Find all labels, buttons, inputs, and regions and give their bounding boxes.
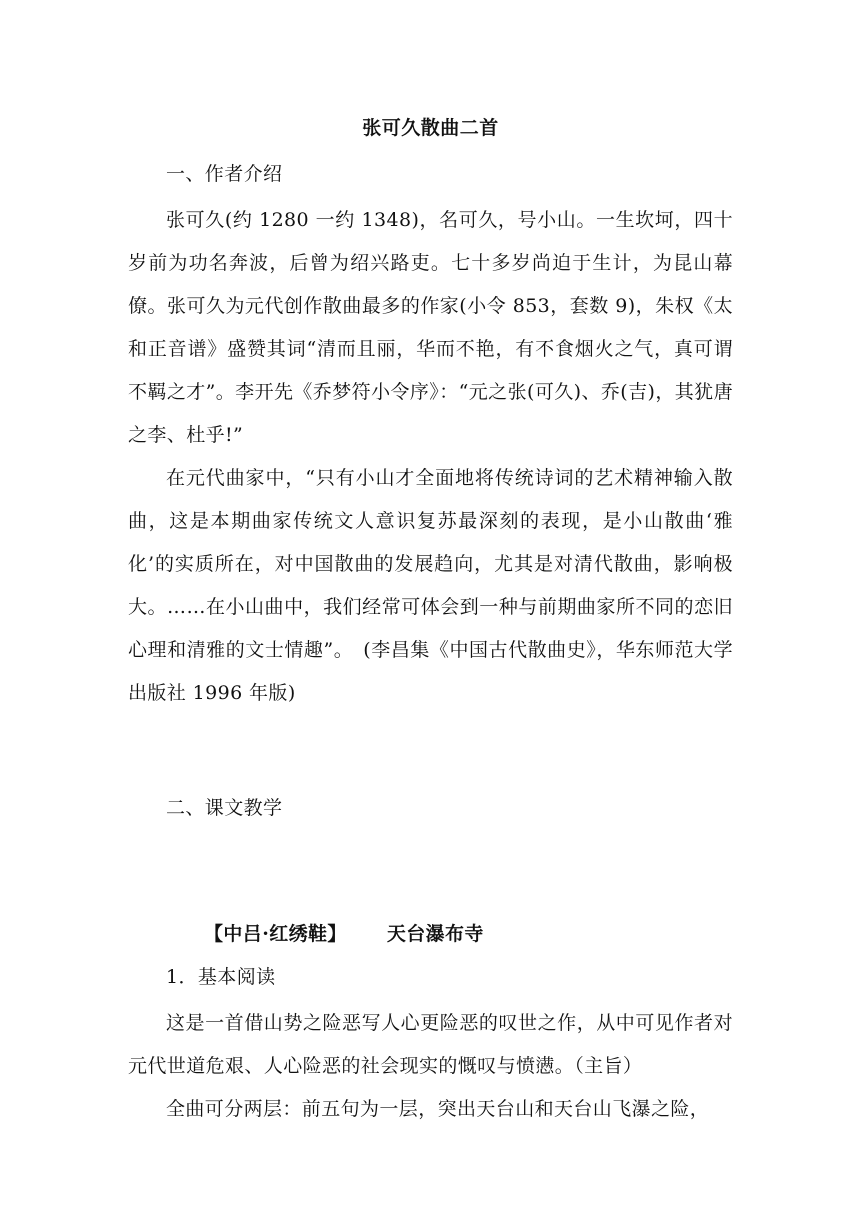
paragraph-structure: 全曲可分两层：前五句为一层，突出天台山和天台山飞瀑之险， — [166, 1098, 710, 1120]
poem-heading — [128, 913, 733, 956]
document-title: 张可久散曲二首 — [362, 117, 499, 139]
document-page — [128, 104, 733, 1131]
paragraph-critical-quote: 在元代曲家中，“只有小山才全面地将传统诗词的艺术精神输入散曲，这是本期曲家传统文人意识复苏最深刻的表现，是小山散曲‘雅化’的实质所在，对中国散曲的发展趋向，尤其是对清代散曲，影响极大。……在小山曲中，我们经常可体会到一种与前期曲家所不同的恋旧心理和清雅的文士情趣”。 (李昌集《中国古代散曲史》，华东师范大学出版社 1996 年版) — [128, 467, 733, 704]
section-heading-author: 一、作者介绍 — [166, 163, 283, 185]
section-heading-lesson: 二、课文教学 — [166, 797, 283, 819]
spacer — [128, 833, 733, 913]
poem-tune: 【中吕·红绣鞋】 — [204, 923, 347, 945]
poem-name: 天台瀑布寺 — [386, 923, 484, 945]
paragraph-theme: 这是一首借山势之险恶写人心更险恶的叹世之作，从中可见作者对元代世道危艰、人心险恶的社会现实的慨叹与愤懑。（主旨） — [128, 1012, 733, 1077]
spacer — [128, 715, 733, 787]
paragraph-author-bio: 张可久(约 1280 一约 1348)，名可久，号小山。一生坎坷，四十岁前为功名奔波，后曾为绍兴路吏。七十多岁尚迫于生计，为昆山幕僚。张可久为元代创作散曲最多的作家(小令 853，套数 9)，朱权《太和正音谱》盛赞其词“清而且丽，华而不艳，有不食烟火之气，真可谓不羁之才”。李开先《乔梦符小令序》：“元之张(可久)、乔(吉)，其犹唐之李、杜乎!” — [128, 209, 733, 446]
subsection-heading-basic-reading: 1．基本阅读 — [166, 966, 276, 988]
